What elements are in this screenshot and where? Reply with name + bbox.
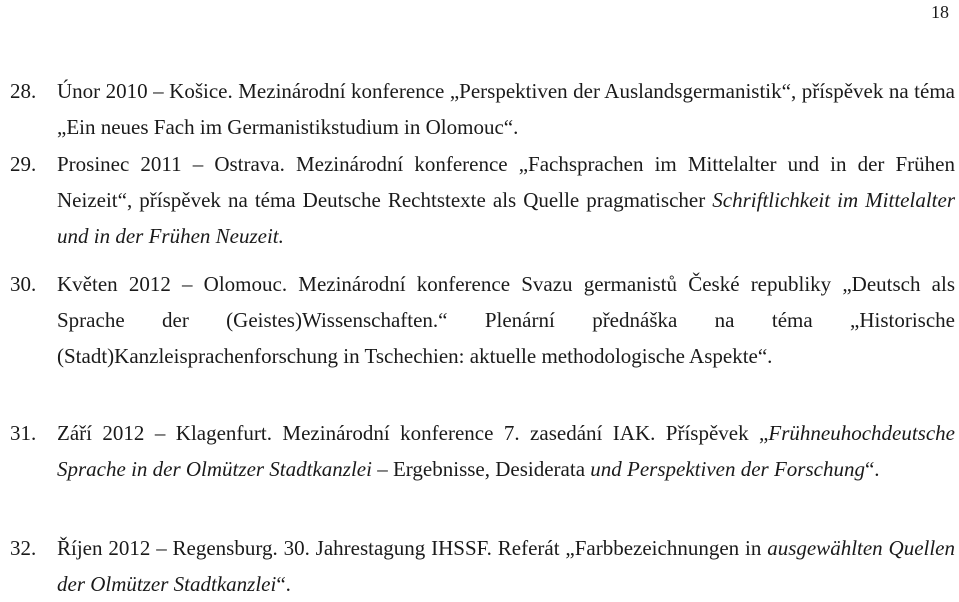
entry-text: Únor 2010 – Košice. Mezinárodní konference „Perspektiven der Auslandsgermanistik“, příspěvek na téma „Ein neues Fach im Germanistikstudium in Olomouc“. <box>57 79 955 139</box>
entry-text: Říjen 2012 – Regensburg. 30. Jahrestagung IHSSF. Referát „Farbbezeichnungen in ausgewählten Quellen der Olmützer Stadtkanzlei“. <box>57 536 955 596</box>
list-item <box>10 73 955 145</box>
page-number: 18 <box>931 2 949 22</box>
list-item <box>10 266 955 374</box>
entry-text: Září 2012 – Klagenfurt. Mezinárodní konference 7. zasedání IAK. Příspěvek „Frühneuhochdeutsche Sprache in der Olmützer Stadtkanzlei – Ergebnisse, Desiderata und Perspektiven der Forschung“. <box>57 421 955 481</box>
entry-text: Prosinec 2011 – Ostrava. Mezinárodní konference „Fachsprachen im Mittelalter und in der Frühen Neizeit“, příspěvek na téma Deutsche Rechtstexte als Quelle pragmatischer Schriftlichkeit im Mittelalter und in der Frühen Neuzeit. <box>57 152 955 248</box>
entry-number: 29. <box>10 152 37 176</box>
list-item <box>10 146 955 254</box>
list-item <box>10 530 955 602</box>
entry-number: 32. <box>10 536 37 560</box>
list-item <box>10 415 955 487</box>
entry-number: 31. <box>10 421 37 445</box>
entry-number: 30. <box>10 272 37 296</box>
entry-number: 28. <box>10 79 37 103</box>
entry-text: Květen 2012 – Olomouc. Mezinárodní konference Svazu germanistů České republiky „Deutsch als Sprache der (Geistes)Wissenschaften.“ Plenární přednáška na téma „Historische (Stadt)Kanzleisprachenforschung in Tschechien: aktuelle methodologische Aspekte“. <box>57 272 955 368</box>
